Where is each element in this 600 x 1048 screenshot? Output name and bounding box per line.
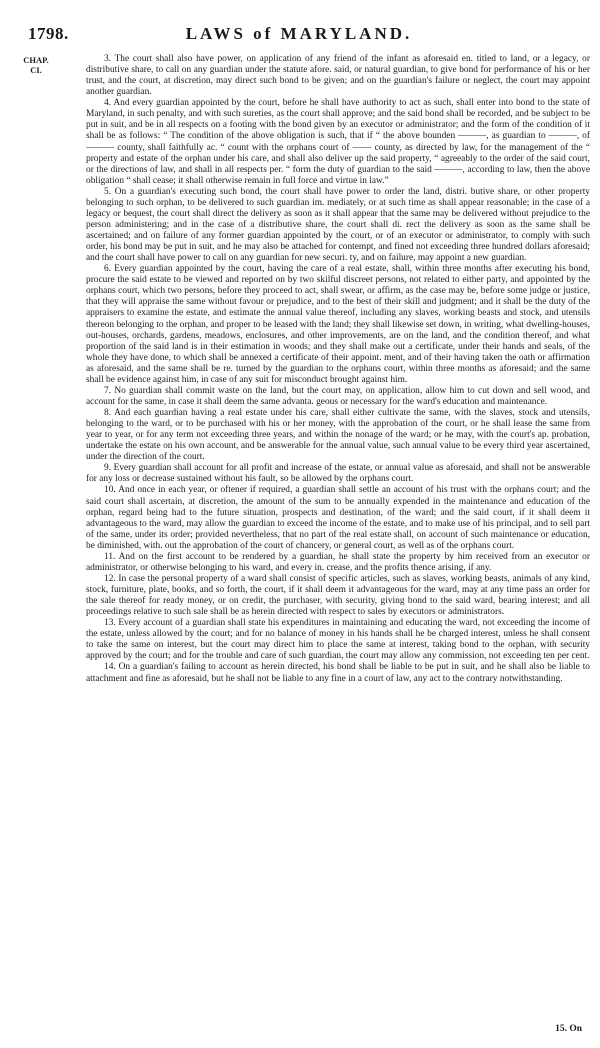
body-text bbox=[86, 54, 590, 685]
page-header bbox=[24, 24, 574, 46]
section-14: 14. On a guardian's failing to account as herein directed, his bond shall be liable to be put in suit, and he shall also be liable to attachment and fine as aforesaid, but he shall not be liable to any fine in a court of law, any act to the contrary notwithstanding. bbox=[86, 662, 590, 684]
section-13: 13. Every account of a guardian shall state his expenditures in maintaining and educating the ward, not exceeding the income of the estate, unless allowed by the court; and for no balance of money in his hands shall he be charged interest, unless he shall consent to take the same on interest, but the court may direct him to place the same at interest, taking bond to the orphan, with security approved by the court; and for the trouble and care of such guardian, the court may allow any commission, not exceeding ten per cent. bbox=[86, 618, 590, 662]
running-title: LAWS of MARYLAND. bbox=[185, 24, 413, 43]
chapter-label: CHAP. bbox=[23, 55, 49, 65]
section-6: 6. Every guardian appointed by the court, having the care of a real estate, shall, within three months after executing his bond, procure the said estate to be viewed and reported on by two skilful discreet persons, not related to either party, and appointed by the orphans court, which two persons, before they proceed to act, shall swear, or affirm, as the case may be, before some judge or justice, that they will appraise the same without favour or prejudice, and to the best of their skill and judgment; and it shall be the duty of the appraisers to examine the estate, and estimate the annual value thereof, including any slaves, working beasts and stock, and utensils thereon belonging to the orphan, and proper to be leased with the land; they shall likewise set down, in writing, what dwelling-houses, out-houses, orchards, gardens, meadows, enclosures, and other improvements, are on the land, and the condition thereof, and what proportion of the said land is in their estimation in woods; and they shall make out a certificate, under their hands and seals, of the whole they have done, to which shall be annexed a certificate of their appoint. ment, and of their having taken the oath or affirmation as aforesaid, and the same shall be re. turned by the guardian to the orphans court, within three months as aforesaid; and the same shall be evidence against him, in case of any suit for misconduct brought against him. bbox=[86, 264, 590, 385]
section-4: 4. And every guardian appointed by the court, before he shall have authority to act as such, shall enter into bond to the state of Maryland, in such penalty, and with such sureties, as the court shall approve; and the said bond shall be recorded, and be subject to be put in suit, and be in all respects on a footing with the bond given by an executor or administrator; and the form of the condition of it shall be as follows: “ The condition of the above obligation is such, that if “ the above bounden ———, as guardian to ———, of ——— county, shall faithfully ac. “ count with the orphans court of —— county, as directed by law, for the management of the “ property and estate of the orphan under his care, and shall also deliver up the said property, “ agreeably to the order of the said court, or the directions of law, and shall in all respects per. “ form the duty of guardian to the said ———, according to law, then the above obligation “ shall cease; it shall otherwise remain in full force and virtue in law.” bbox=[86, 98, 590, 186]
section-11: 11. And on the first account to be rendered by a guardian, he shall state the property by him received from an executor or administrator, or otherwise belonging to his ward, and every in. crease, and the profits thence arising, if any. bbox=[86, 551, 590, 573]
section-7: 7. No guardian shall commit waste on the land, but the court may, on application, allow him to cut down and sell wood, and account for the same, in case it shall deem the same advanta. geous or necessary for the ward's education and maintenance. bbox=[86, 385, 590, 407]
section-9: 9. Every guardian shall account for all profit and increase of the estate, or annual value as aforesaid, and shall not be answerable for any loss or decrease sustained without his fault, so be allowed by the orphans court. bbox=[86, 463, 590, 485]
section-10: 10. And once in each year, or oftener if required, a guardian shall settle an account of his trust with the orphans court; and the said court shall ascertain, at discretion, the amount of the sum to be annually expended in the maintenance and education of the orphan, regard being had to the future situation, prospects and destination, of the ward; and the said court, if it shall deem it advantageous to the ward, may allow the guardian to exceed the income of the estate, and to make use of his principal, and to sell part of the same, under its order; provided nevertheless, that no part of the real estate shall, on account of such maintenance or education, be diminished, with. out the approbation of the court of chancery, or general court, as well as of the orphans court. bbox=[86, 485, 590, 551]
section-12: 12. In case the personal property of a ward shall consist of specific articles, such as slaves, working beasts, animals of any kind, stock, furniture, plate, books, and so forth, the court, if it shall deem it advantageous for the ward, may at any time pass an order for the sale thereof for ready money, or on credit, the purchaser, with security, giving bond to the said ward, bearing interest; and all proceedings relative to such sale shall be as herein directed with respect to sales by executors or administrators. bbox=[86, 573, 590, 618]
margin-note bbox=[16, 55, 56, 75]
year: 1798. bbox=[28, 24, 69, 43]
chapter-number: CI. bbox=[30, 65, 42, 75]
section-5: 5. On a guardian's executing such bond, the court shall have power to order the land, distri. butive share, or other property belonging to such orphan, to be delivered to such guardian im. mediately, or at such time as shall appear reasonable; in the case of a legacy or bequest, the court shall direct the delivery as soon as it shall appear that the same may be delivered without prejudice to the person administering; and in the case of a distributive share, the court shall di. rect the delivery as soon as the same shall be ascertained; and on failure of any former guardian appointed by the court, or of an executor or administrator, to comply with such order, his bond may be put in suit, and he may also be attached for contempt, and fined not exceeding three hundred dollars aforesaid; and the court shall have power to call on any guardian for new securi. ty, and on failure, may appoint a new guardian. bbox=[86, 186, 590, 264]
section-8: 8. And each guardian having a real estate under his care, shall either cultivate the same, with the slaves, stock and utensils, belonging to the ward, or to be purchased with his or her money, with the approbation of the court, or he shall lease the same from year to year, or for any term not exceeding three years, and within the nonage of the ward; or he may, with the court's ap. probation, undertake the estate on his own account, and be answerable for the annual value, such annual value to be every third year ascertained, under the direction of the court. bbox=[86, 408, 590, 463]
catchword: 15. On bbox=[555, 1024, 582, 1034]
section-3: 3. The court shall also have power, on application of any friend of the infant as aforesaid en. titled to land, or a legacy, or distributive share, to call on any guardian under the statute afore. said, or natural guardian, to give bond for performance of his or her trust, and the court, at discretion, may direct such bond to be given; and on the guardian's failure or neglect, the court may appoint another guardian. bbox=[86, 54, 590, 98]
